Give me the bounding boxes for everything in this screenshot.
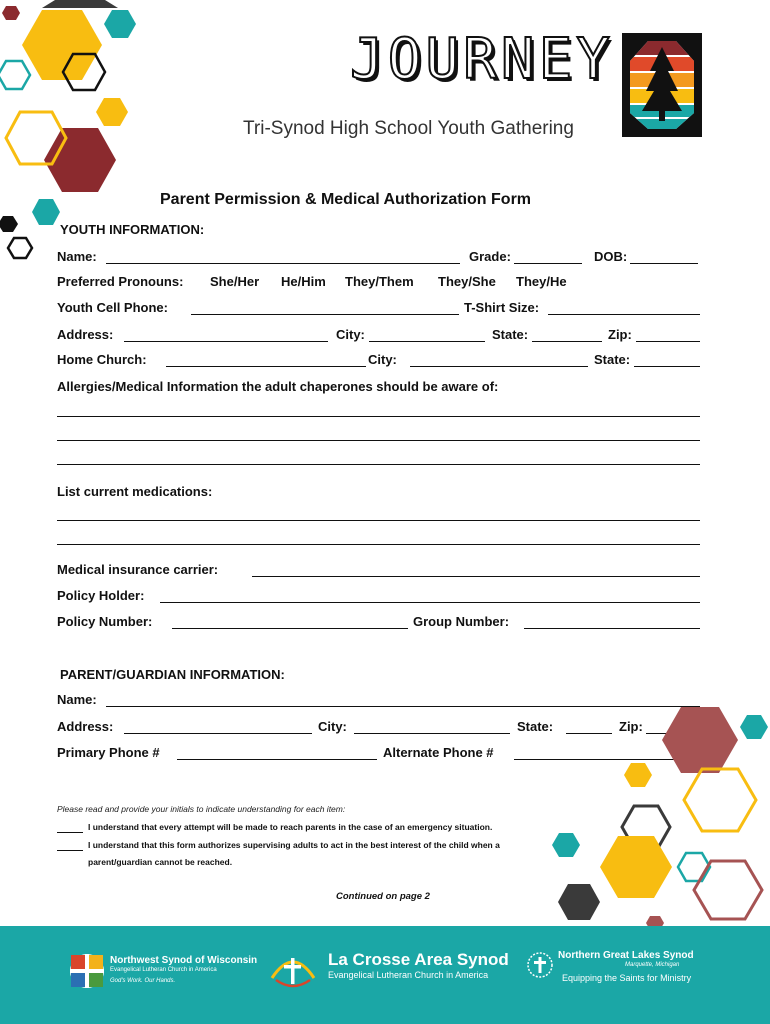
allergies-line-3[interactable] xyxy=(57,464,700,465)
tshirt-size-field[interactable] xyxy=(548,314,700,315)
nw-synod-title: Northwest Synod of Wisconsin xyxy=(110,955,258,966)
allergies-line-1[interactable] xyxy=(57,416,700,417)
parent-city-label: City: xyxy=(318,719,347,734)
group-number-field[interactable] xyxy=(524,628,700,629)
initials-item-2-line-1: I understand that this form authorizes supervising adults to act in the best interest of the child when a xyxy=(88,840,500,850)
home-church-label: Home Church: xyxy=(57,352,147,367)
ngl-synod-globe-icon xyxy=(525,950,555,980)
group-number-label: Group Number: xyxy=(413,614,510,629)
initials-item-2-line-2: parent/guardian cannot be reached. xyxy=(88,857,233,867)
la-crosse-title: La Crosse Area Synod xyxy=(328,950,509,969)
ngl-synod-tagline: Equipping the Saints for Ministry xyxy=(562,973,692,983)
continued-note: Continued on page 2 xyxy=(336,891,430,902)
pine-tree-emblem-icon xyxy=(622,33,702,137)
nw-synod-tagline: God's Work. Our Hands. xyxy=(110,978,176,984)
youth-grade-field[interactable] xyxy=(514,263,582,264)
parent-section-heading: PARENT/GUARDIAN INFORMATION: xyxy=(60,667,285,682)
pronouns-label: Preferred Pronouns: xyxy=(57,274,184,289)
nw-synod-cross-icon xyxy=(68,952,106,990)
church-city-field[interactable] xyxy=(410,366,588,367)
primary-phone-label: Primary Phone # xyxy=(57,745,160,760)
youth-section-heading: YOUTH INFORMATION: xyxy=(60,222,205,237)
home-church-field[interactable] xyxy=(166,366,366,367)
header-subtitle: Tri-Synod High School Youth Gathering xyxy=(243,118,574,139)
ngl-synod-title: Northern Great Lakes Synod xyxy=(558,950,694,961)
youth-zip-label: Zip: xyxy=(608,327,632,342)
pronoun-option-they-she[interactable]: They/She xyxy=(438,274,496,289)
medications-line-1[interactable] xyxy=(57,520,700,521)
youth-dob-label: DOB: xyxy=(594,249,628,264)
insurance-carrier-label: Medical insurance carrier: xyxy=(57,562,219,577)
parent-city-field[interactable] xyxy=(354,733,510,734)
alternate-phone-label: Alternate Phone # xyxy=(383,745,494,760)
la-crosse-cross-icon xyxy=(266,948,320,992)
form-title: Parent Permission & Medical Authorization Form xyxy=(160,191,532,208)
pronoun-option-he-him[interactable]: He/Him xyxy=(281,274,326,289)
medications-label: List current medications: xyxy=(57,484,213,499)
la-crosse-subtitle: Evangelical Lutheran Church in America xyxy=(328,970,489,980)
parent-address-label: Address: xyxy=(57,719,114,734)
youth-name-field[interactable] xyxy=(106,263,460,264)
youth-address-label: Address: xyxy=(57,327,114,342)
youth-zip-field[interactable] xyxy=(636,341,700,342)
parent-state-label: State: xyxy=(517,719,554,734)
primary-phone-field[interactable] xyxy=(177,759,377,760)
ngl-synod-subtitle: Marquette, Michigan xyxy=(625,962,680,968)
church-state-label: State: xyxy=(594,352,631,367)
parent-address-field[interactable] xyxy=(124,733,312,734)
initials-field-1[interactable] xyxy=(57,832,83,833)
journey-logo-text: JOURNEY xyxy=(350,27,615,92)
youth-cell-label: Youth Cell Phone: xyxy=(57,300,168,315)
youth-state-field[interactable] xyxy=(532,341,602,342)
allergies-label: Allergies/Medical Information the adult chaperones should be aware of: xyxy=(57,379,499,394)
parent-name-label: Name: xyxy=(57,692,97,707)
youth-grade-label: Grade: xyxy=(469,249,511,264)
tshirt-size-label: T-Shirt Size: xyxy=(464,300,540,315)
youth-city-field[interactable] xyxy=(369,341,485,342)
medications-line-2[interactable] xyxy=(57,544,700,545)
nw-synod-subtitle: Evangelical Lutheran Church in America xyxy=(110,967,217,973)
policy-holder-field[interactable] xyxy=(160,602,700,603)
youth-address-field[interactable] xyxy=(124,341,328,342)
policy-holder-label: Policy Holder: xyxy=(57,588,145,603)
decorative-hexagons-top-left xyxy=(0,0,150,260)
pronoun-option-she-her[interactable]: She/Her xyxy=(210,274,260,289)
insurance-carrier-field[interactable] xyxy=(252,576,700,577)
initials-field-2[interactable] xyxy=(57,850,83,851)
youth-city-label: City: xyxy=(336,327,365,342)
policy-number-field[interactable] xyxy=(172,628,408,629)
policy-number-label: Policy Number: xyxy=(57,614,153,629)
initials-item-1: I understand that every attempt will be made to reach parents in the case of an emergency situation. xyxy=(88,822,493,832)
parent-zip-label: Zip: xyxy=(619,719,643,734)
footer-band xyxy=(0,926,770,1024)
youth-cell-field[interactable] xyxy=(191,314,459,315)
decorative-hexagons-bottom-right xyxy=(530,705,770,927)
youth-dob-field[interactable] xyxy=(630,263,698,264)
allergies-line-2[interactable] xyxy=(57,440,700,441)
church-city-label: City: xyxy=(368,352,397,367)
youth-name-label: Name: xyxy=(57,249,97,264)
youth-state-label: State: xyxy=(492,327,529,342)
church-state-field[interactable] xyxy=(634,366,700,367)
pronoun-option-they-he[interactable]: They/He xyxy=(516,274,567,289)
pronoun-option-they-them[interactable]: They/Them xyxy=(345,274,414,289)
initials-instruction: Please read and provide your initials to indicate understanding for each item: xyxy=(57,804,346,814)
